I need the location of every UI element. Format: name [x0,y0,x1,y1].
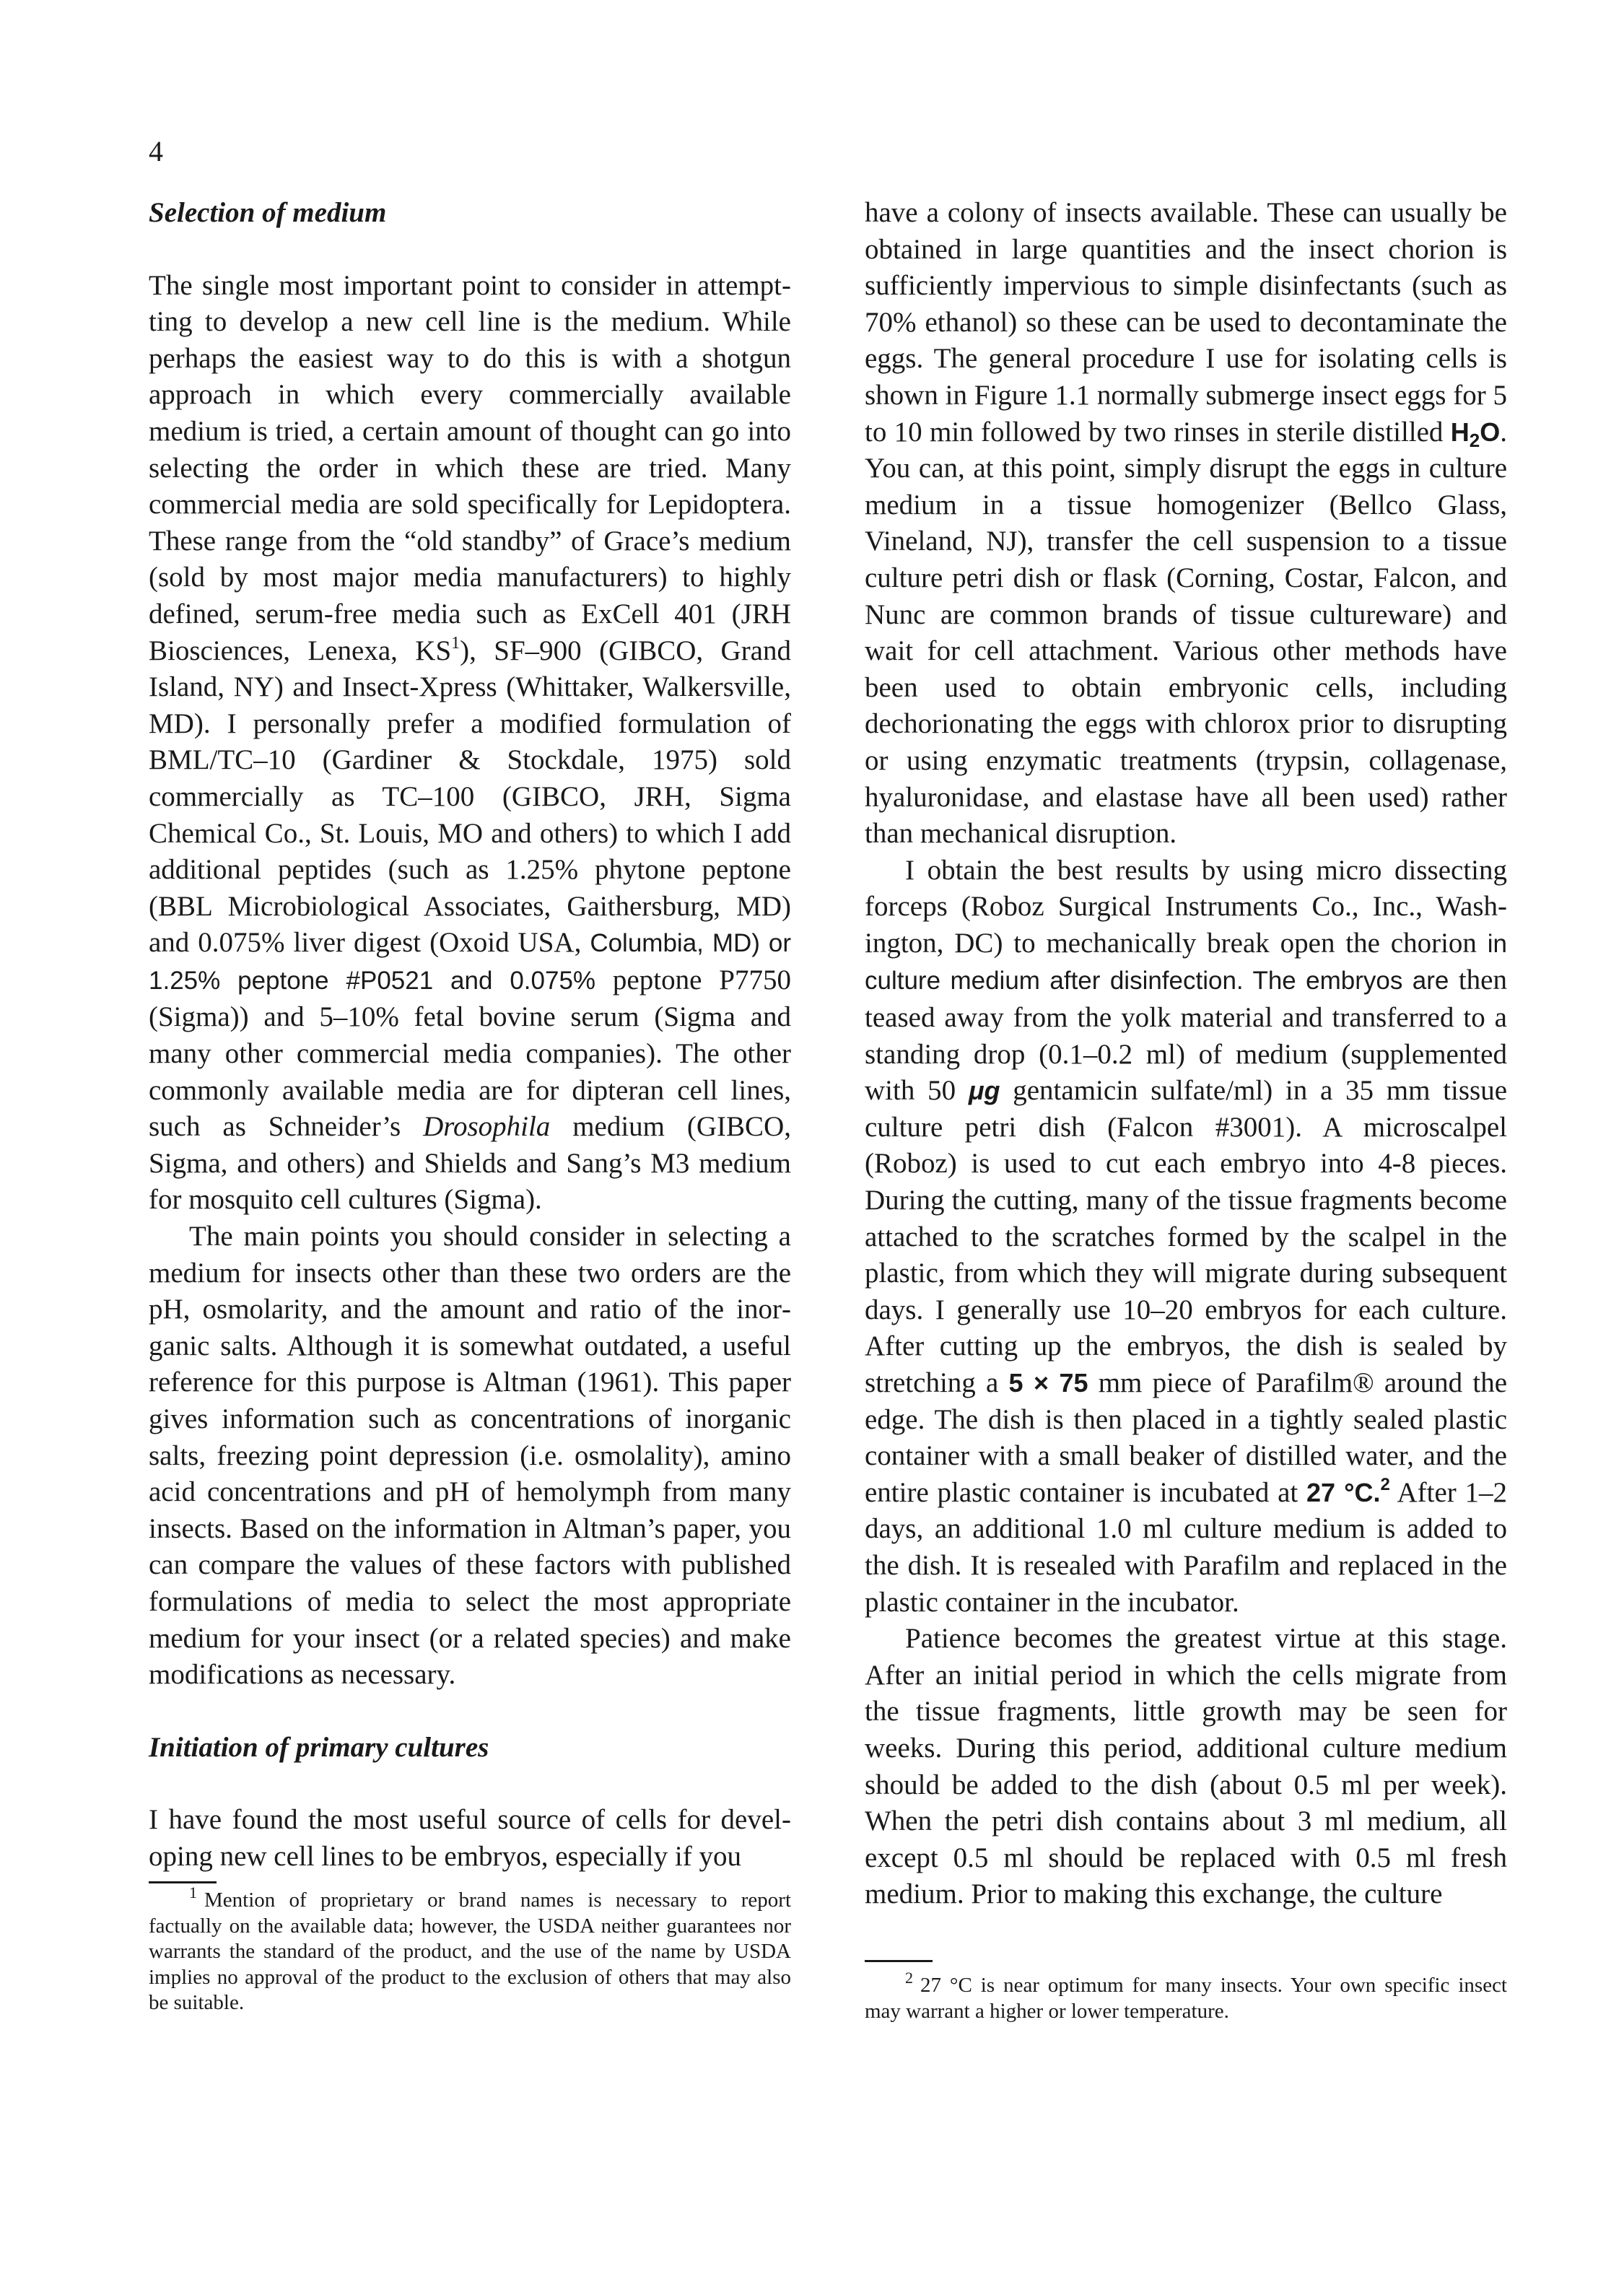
section-heading-selection-of-medium: Selection of medium [149,197,387,228]
dimension-value: 5 × 75 [1008,1368,1088,1398]
footnote-mark: 2 [905,1969,913,1987]
text-run: mm piece of Parafilm® around the edge. The dish is then placed in a tightly sealed plastic container with a small beaker of distilled water, and the entire plastic container is incubated at [865,1367,1508,1508]
paragraph: I have found the most useful source of cells for developing new cell lines to be embryos, especially if you [149,1804,791,1872]
paragraph [865,195,1507,853]
right-column [865,195,1507,1913]
text-run: then teased away from the yolk material and transferred to a standing drop (0.1–0.2 ml) of medium (supplemented with 50 [865,964,1507,1107]
text-run: gentamicin sulfate/ml) in a 35 mm tissue culture petri dish (Falcon #3001). A microscalpel (Roboz) is used to cut each embryo into 4-8 pieces. During the cutting, many of the tissue fragments become attached to the scratches formed by the scalpel in the plastic, from which they will migrate during subsequent days. I generally use 10–20 embryos for each culture. After cutting up the embryos, the dish is sealed by stretching a [865,1075,1508,1398]
text-run: have a colony of insects available. These can usually be obtained in large quantities and the insect chorion is sufficiently impervious to simple disinfectants (such as 70% ethanol) so these can be used to decontaminate the eggs. The general procedure I use for isolating cells is shown in Figure 1.1 normally submerge insect eggs for 5 to 10 min followed by two rinses in sterile distilled [865,197,1507,448]
footnote-divider [865,1960,933,1962]
text-run-sans: in culture medium after disinfection. The embryos are [865,929,1507,996]
paragraph: Patience becomes the greatest virtue at this stage. After an initial period in which the cells migrate from the tissue fragments, little growth may be seen for weeks. During this period, additional culture medium should be added to the dish (about 0.5 ml per week). When the petri dish contains about 3 ml medium, all except 0.5 ml should be replaced with 0.5 ml fresh medium. Prior to making this exchange, the culture [865,1623,1507,1910]
footnote-2 [865,1969,1507,2024]
text-run: I obtain the best results by using micro dissecting forceps (Roboz Surgical Instruments Co., Inc., Washington, DC) to mechanically break open the chorion [865,854,1507,959]
text-run-sans: Columbia, MD) or 1.25% peptone #P0521 and 0.075% [149,929,791,995]
footnote-reference: 1 [451,633,460,653]
text-run: peptone P7750 (Sigma)) and 5–10% fetal bovine serum (Sigma and many other commercial media companies). The other commonly available media are for dipteran cell lines, such as Schneider’s [149,964,791,1143]
paragraph: The main points you should consider in selecting a medium for insects other than these two orders are the pH, osmolarity, and the amount and ratio of the inorganic salts. Although it is somewhat outdated, a useful reference for this purpose is Altman (1961). This paper gives information such as concentrations of inorganic salts, freezing point depression (i.e. osmolality), amino acid concentrations and pH of hemolymph from many insects. Based on the information in Altman’s paper, you can compare the values of these factors with published formulations of media to select the most appropriate medium for your insect (or a related species) and make modifications as necessary. [149,1221,791,1691]
footnote-text: Mention of proprietary or brand names is necessary to report factually on the available data; however, the USDA neither guarantees nor warrants the standard of the product, and the use of the name by USDA implies no approval of the product to the exclusion of others that may also be suitable. [149,1889,791,2014]
section-heading-initiation-of-primary-cultures: Initiation of primary cultures [149,1731,489,1763]
text-run: The single most important point to consider in attemptting to develop a new cell line is the medium. While perhaps the easiest way to do this is with a shotgun approach in which every commercially available medium is tried, a certain amount of thought can go into selecting the order in which these are tried. Many commercial media are sold specifically for Lepidoptera. These range from the “old standby” of Grace’s medium (sold by most major media manufacturers) to highly defined, serum-free media such as ExCell 401 (JRH Biosciences, Lenexa, KS [149,269,791,666]
temperature-value: 27 °C. [1306,1477,1381,1507]
footnote-mark: 1 [189,1883,197,1901]
footnote-text: 27 °C is near optimum for many insects. Your own specific insect may warrant a higher or lower temperature. [865,1974,1507,2023]
footnote-divider [149,1881,217,1883]
chemical-formula: $H_2O$ [1450,417,1501,451]
text-run: medium (GIBCO, Sigma, and others) and Shields and Sang’s M3 medium for mosquito cell cultures (Sigma). [149,1111,791,1216]
text-run: After 1–2 days, an additional 1.0 ml culture medium is added to the dish. It is resealed with Parafilm and replaced in the plastic container in the incubator. [865,1476,1508,1618]
left-column [149,195,791,1876]
paragraph [149,268,791,1219]
text-run: . You can, at this point, simply disrupt the eggs in culture medium in a tissue homogenizer (Bellco Glass, Vineland, NJ), transfer the cell suspension to a tissue culture petri dish or flask (Corning, Costar, Falcon, and Nunc are common brands of tissue cultureware) and wait for cell attachment. Various other methods have been used to obtain embryonic cells, including dechorionating the eggs with chlorox prior to disrupting or using enzymatic treatments (trypsin, collagenase, hyaluronidase, and elastase have all been used) rather than mechanical disruption. [865,416,1507,850]
page-number: 4 [149,135,163,167]
footnote-reference: 2 [1380,1474,1390,1494]
footnote-1 [149,1883,791,2016]
unit-microgram: μg [968,1076,1000,1106]
paragraph [865,853,1507,1621]
text-run: ), SF–900 (GIBCO, Grand Island, NY) and Insect-Xpress (Whittaker, Walkersville, MD). I personally prefer a modified formulation of BML/TC–10 (Gardiner & Stockdale, 1975) sold commercially as TC–100 (GIBCO, JRH, Sigma Chemical Co., St. Louis, MO and others) to which I add additional peptides (such as 1.25% phytone peptone (BBL Microbiological Associates, Gaithersburg, MD) and 0.075% liver digest (Oxoid USA, [149,635,791,959]
italic-species-name: Drosophila [423,1111,551,1143]
